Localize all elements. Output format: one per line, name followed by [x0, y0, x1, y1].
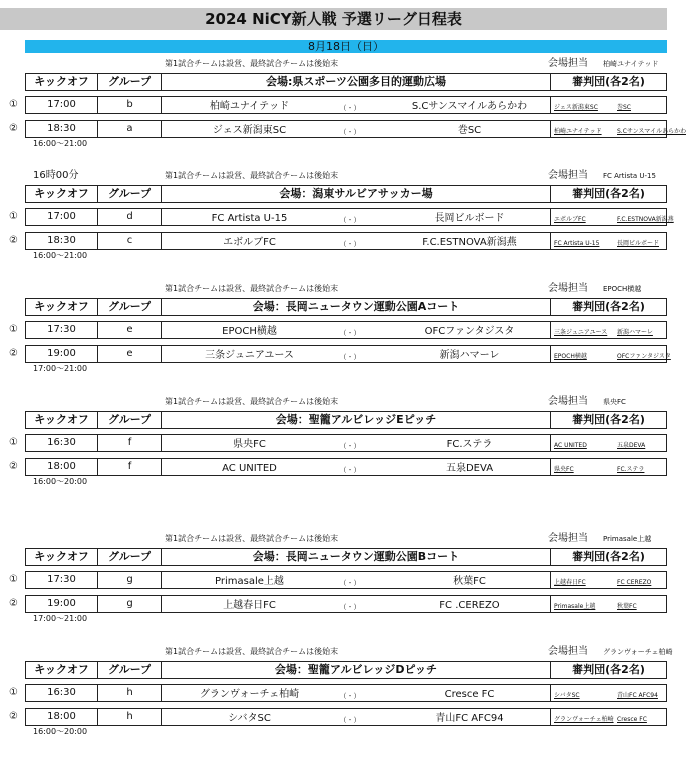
venue-manager-label: 会場担当 [548, 283, 588, 294]
referee-team-1: AC UNITED [554, 442, 587, 449]
setup-note: 第1試合チームは設営、最終試合チームは後始末 [165, 534, 339, 543]
setup-note: 第1試合チームは設営、最終試合チームは後始末 [165, 59, 339, 68]
group-header: グループ [98, 186, 162, 202]
group-letter: f [98, 435, 162, 451]
venue-manager-label: 会場担当 [548, 58, 588, 69]
venue-manager-team: Primasale上越 [603, 535, 652, 543]
referee-cell [551, 322, 666, 338]
match-number: ① [9, 437, 18, 448]
table-header [25, 185, 667, 203]
group-header: グループ [98, 412, 162, 428]
referee-cell [551, 233, 666, 249]
kickoff-time: 16:30 [26, 685, 98, 701]
venue-header: 会場：潟東サルビアサッカー場 [162, 186, 551, 202]
score-placeholder: （ - ） [339, 216, 361, 224]
home-team: AC UNITED [182, 463, 317, 476]
away-team: F.C.ESTNOVA新潟燕 [402, 237, 537, 250]
match-teams [162, 435, 551, 451]
venue-section [0, 58, 686, 162]
group-letter: g [98, 572, 162, 588]
referee-team-2: OFCファンタジスタ [617, 353, 671, 360]
kickoff-time: 18:00 [26, 459, 98, 475]
setup-note: 第1試合チームは設営、最終試合チームは後始末 [165, 647, 339, 656]
venue-section [0, 396, 673, 500]
kickoff-time: 17:30 [26, 572, 98, 588]
match-row [25, 571, 667, 589]
referee-team-1: グランヴォーチェ柏崎 [554, 716, 614, 723]
match-teams [162, 685, 551, 701]
referee-team-2: S.Cサンスマイルあらかわ [617, 128, 686, 135]
time-range: 16:00～21:00 [33, 251, 88, 260]
away-team: 五泉DEVA [402, 463, 537, 476]
match-row [25, 321, 667, 339]
referee-cell [551, 709, 666, 725]
home-team: グランヴォーチェ柏崎 [182, 689, 317, 702]
match-row [25, 232, 667, 250]
match-teams [162, 322, 551, 338]
group-header: グループ [98, 299, 162, 315]
kickoff-header: キックオフ [26, 662, 98, 678]
score-placeholder: （ - ） [339, 692, 361, 700]
group-letter: f [98, 459, 162, 475]
referee-header: 審判団(各2名) [572, 413, 645, 426]
referee-team-2: F.C.ESTNOVA新潟燕 [617, 216, 674, 223]
score-placeholder: （ - ） [339, 579, 361, 587]
referee-team-1: ジェス新潟東SC [554, 104, 598, 111]
group-letter: h [98, 685, 162, 701]
home-team: 上越春日FC [182, 600, 317, 613]
referee-team-1: 県央FC [554, 466, 574, 473]
away-team: 青山FC AFC94 [402, 713, 537, 726]
home-team: 三条ジュニアユース [182, 350, 317, 363]
score-placeholder: （ - ） [339, 716, 361, 724]
score-placeholder: （ - ） [339, 329, 361, 337]
kickoff-header: キックオフ [26, 74, 98, 90]
match-teams [162, 596, 551, 612]
kickoff-time: 17:00 [26, 209, 98, 225]
away-team: FC.ステラ [402, 439, 537, 452]
group-letter: g [98, 596, 162, 612]
score-placeholder: （ - ） [339, 128, 361, 136]
home-team: ジェス新潟東SC [182, 125, 317, 138]
match-row [25, 434, 667, 452]
venue-manager-label: 会場担当 [548, 646, 588, 657]
referee-team-1: FC Artista U-15 [554, 240, 600, 247]
kickoff-time: 19:00 [26, 346, 98, 362]
match-teams [162, 121, 551, 137]
referee-team-2: 新潟ハマーレ [617, 329, 653, 336]
referee-team-2: FC.ステラ [617, 466, 645, 473]
match-teams [162, 233, 551, 249]
referee-header: 審判団(各2名) [572, 187, 645, 200]
home-team: Primasale上越 [182, 576, 317, 589]
referee-cell [551, 572, 666, 588]
match-number: ② [9, 348, 18, 359]
kickoff-header: キックオフ [26, 549, 98, 565]
home-team: 県央FC [182, 439, 317, 452]
kickoff-time: 18:30 [26, 121, 98, 137]
referee-team-2: 巻SC [617, 104, 631, 111]
time-range: 16:00～21:00 [33, 139, 88, 148]
referee-team-1: Primasale上越 [554, 603, 596, 610]
match-row [25, 708, 667, 726]
referee-cell [551, 459, 666, 475]
match-row [25, 595, 667, 613]
referee-team-1: シバタSC [554, 692, 580, 699]
referee-team-1: 柏崎ユナイテッド [554, 128, 602, 135]
table-header [25, 73, 667, 91]
table-header [25, 661, 667, 679]
time-range: 16:00～20:00 [33, 477, 88, 486]
home-team: 柏崎ユナイテッド [182, 101, 317, 114]
match-row [25, 345, 671, 363]
referee-header: 審判団(各2名) [572, 550, 645, 563]
home-team: シバタSC [182, 713, 317, 726]
group-letter: c [98, 233, 162, 249]
venue-header: 会場：聖籠アルビレッジDピッチ [162, 662, 551, 678]
referee-header: 審判団(各2名) [572, 663, 645, 676]
match-teams [162, 459, 551, 475]
referee-team-1: 上越春日FC [554, 579, 586, 586]
match-number: ① [9, 99, 18, 110]
kickoff-time: 18:00 [26, 709, 98, 725]
match-teams [162, 97, 551, 113]
referee-team-2: 五泉DEVA [617, 442, 646, 449]
home-team: エボルブFC [182, 237, 317, 250]
venue-manager-team: 県央FC [603, 398, 626, 406]
venue-manager-team: FC Artista U-15 [603, 172, 656, 180]
start-time-note: 16時00分 [33, 170, 79, 181]
setup-note: 第1試合チームは設営、最終試合チームは後始末 [165, 397, 339, 406]
match-number: ② [9, 461, 18, 472]
match-teams [162, 572, 551, 588]
kickoff-time: 17:00 [26, 97, 98, 113]
kickoff-time: 17:30 [26, 322, 98, 338]
kickoff-header: キックオフ [26, 299, 98, 315]
score-placeholder: （ - ） [339, 603, 361, 611]
venue-section [0, 283, 673, 387]
away-team: OFCファンタジスタ [402, 326, 537, 339]
venue-manager-label: 会場担当 [548, 170, 588, 181]
match-teams [162, 346, 551, 362]
match-row [25, 96, 667, 114]
referee-header: 審判団(各2名) [572, 300, 645, 313]
away-team: 新潟ハマーレ [402, 350, 537, 363]
match-row [25, 120, 686, 138]
venue-header: 会場：聖籠アルビレッジEピッチ [162, 412, 551, 428]
referee-cell [551, 685, 666, 701]
away-team: S.Cサンスマイルあらかわ [402, 101, 537, 114]
score-placeholder: （ - ） [339, 466, 361, 474]
group-letter: e [98, 322, 162, 338]
kickoff-header: キックオフ [26, 412, 98, 428]
home-team: FC Artista U-15 [182, 213, 317, 226]
score-placeholder: （ - ） [339, 104, 361, 112]
referee-cell [551, 97, 666, 113]
table-header [25, 548, 667, 566]
time-range: 16:00～20:00 [33, 727, 88, 736]
away-team: 秋葉FC [402, 576, 537, 589]
referee-team-2: 秋葉FC [617, 603, 637, 610]
match-number: ② [9, 235, 18, 246]
match-row [25, 458, 667, 476]
match-number: ② [9, 123, 18, 134]
setup-note: 第1試合チームは設営、最終試合チームは後始末 [165, 284, 339, 293]
away-team: Cresce FC [402, 689, 537, 702]
match-row [25, 208, 674, 226]
referee-cell [551, 209, 674, 225]
group-header: グループ [98, 662, 162, 678]
score-placeholder: （ - ） [339, 240, 361, 248]
venue-header: 会場:県スポーツ公園多目的運動広場 [162, 74, 551, 90]
referee-team-1: 三条ジュニアユース [554, 329, 608, 336]
match-number: ① [9, 687, 18, 698]
venue-manager-label: 会場担当 [548, 533, 588, 544]
date-band: 8月18日（日） [25, 40, 667, 53]
group-letter: b [98, 97, 162, 113]
table-header [25, 298, 667, 316]
group-letter: a [98, 121, 162, 137]
table-header [25, 411, 667, 429]
away-team: FC .CEREZO [402, 600, 537, 613]
referee-team-2: 長岡ビルボード [617, 240, 660, 247]
time-range: 17:00～21:00 [33, 364, 88, 373]
group-header: グループ [98, 549, 162, 565]
group-letter: e [98, 346, 162, 362]
match-teams [162, 209, 551, 225]
home-team: EPOCH横越 [182, 326, 317, 339]
match-number: ② [9, 711, 18, 722]
kickoff-header: キックオフ [26, 186, 98, 202]
venue-section [0, 646, 673, 750]
match-number: ① [9, 211, 18, 222]
referee-header: 審判団(各2名) [572, 75, 645, 88]
kickoff-time: 16:30 [26, 435, 98, 451]
setup-note: 第1試合チームは設営、最終試合チームは後始末 [165, 171, 339, 180]
referee-cell [551, 596, 666, 612]
group-letter: d [98, 209, 162, 225]
venue-manager-label: 会場担当 [548, 396, 588, 407]
referee-team-2: FC CEREZO [617, 579, 652, 586]
referee-team-2: 青山FC AFC94 [617, 692, 658, 699]
referee-team-2: Cresce FC [617, 716, 647, 723]
match-teams [162, 709, 551, 725]
group-header: グループ [98, 74, 162, 90]
time-range: 17:00～21:00 [33, 614, 88, 623]
match-number: ② [9, 598, 18, 609]
score-placeholder: （ - ） [339, 442, 361, 450]
venue-section [0, 170, 673, 274]
group-letter: h [98, 709, 162, 725]
away-team: 長岡ビルボード [402, 213, 537, 226]
venue-section [0, 533, 673, 637]
venue-header: 会場：長岡ニュータウン運動公園Aコート [162, 299, 551, 315]
kickoff-time: 18:30 [26, 233, 98, 249]
match-number: ① [9, 574, 18, 585]
kickoff-time: 19:00 [26, 596, 98, 612]
match-row [25, 684, 667, 702]
referee-team-1: エボルブFC [554, 216, 586, 223]
venue-manager-team: グランヴォーチェ柏崎 [603, 648, 673, 656]
away-team: 巻SC [402, 125, 537, 138]
referee-cell [551, 346, 671, 362]
match-number: ① [9, 324, 18, 335]
venue-header: 会場：長岡ニュータウン運動公園Bコート [162, 549, 551, 565]
page-title: 2024 NiCY新人戦 予選リーグ日程表 [0, 8, 667, 30]
venue-manager-team: EPOCH横越 [603, 285, 642, 293]
referee-cell [551, 435, 666, 451]
referee-cell [551, 121, 686, 137]
venue-manager-team: 柏崎ユナイテッド [603, 60, 659, 68]
referee-team-1: EPOCH横越 [554, 353, 587, 360]
score-placeholder: （ - ） [339, 353, 361, 361]
